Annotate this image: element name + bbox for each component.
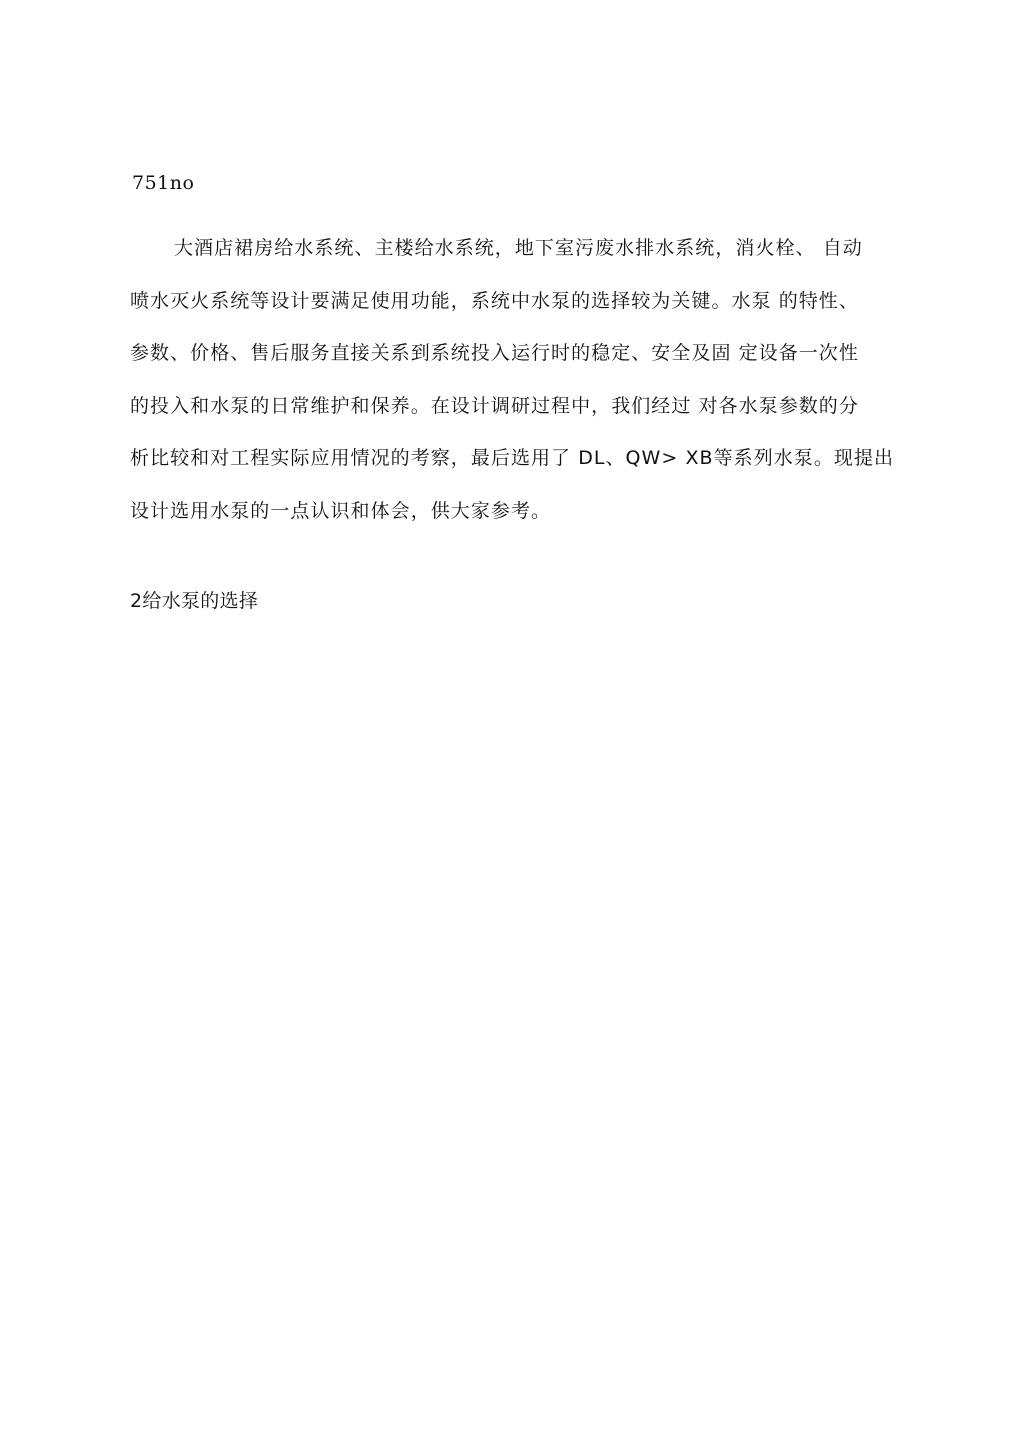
section-number: 751no xyxy=(132,172,195,194)
paragraph-line: 喷水灭火系统等设计要满足使用功能，系统中水泵的选择较为关键。水泵 的特性、 xyxy=(130,289,859,312)
paragraph-line: 析比较和对工程实际应用情况的考察，最后选用了 DL、QW> XB等系列水泵。现提出 xyxy=(130,447,895,469)
body-paragraph xyxy=(130,222,895,537)
section-heading: 2给水泵的选择 xyxy=(130,590,259,612)
paragraph-line: 的投入和水泵的日常维护和保养。在设计调研过程中，我们经过 对各水泵参数的分 xyxy=(130,394,859,417)
paragraph-line: 设计选用水泵的一点认识和体会，供大家参考。 xyxy=(130,499,552,522)
paragraph-line: 参数、价格、售后服务直接关系到系统投入运行时的稳定、安全及固 定设备一次性 xyxy=(130,342,859,364)
paragraph-line: 大酒店裙房给水系统、主楼给水系统，地下室污废水排水系统，消火栓、 自动 xyxy=(174,237,863,259)
